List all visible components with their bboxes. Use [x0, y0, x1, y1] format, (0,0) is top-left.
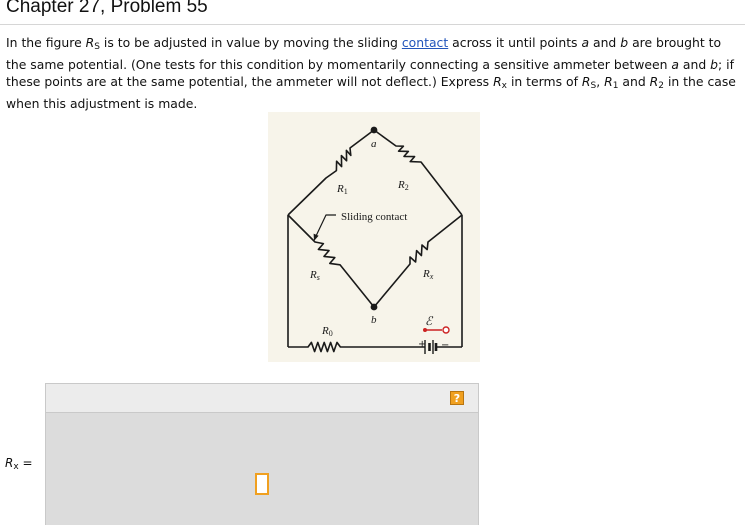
- label-r1: R1: [337, 183, 348, 196]
- label-rx: Rx: [423, 268, 434, 281]
- label-r0: R0: [322, 325, 333, 338]
- label-sliding-contact: Sliding contact: [341, 211, 408, 223]
- label-b: b: [371, 314, 377, 326]
- title-divider: [0, 24, 745, 25]
- answer-editor[interactable]: [45, 413, 479, 525]
- label-rs: Rs: [310, 269, 320, 282]
- circuit-diagram: [268, 112, 480, 362]
- r2-resistor: [374, 130, 462, 215]
- sliding-contact-arrowhead: [314, 234, 319, 241]
- contact-link[interactable]: contact: [401, 35, 449, 50]
- battery-plus-sign: +: [418, 339, 427, 350]
- circuit-figure: [268, 112, 480, 362]
- node-b: [371, 304, 378, 311]
- node-a: [371, 127, 378, 134]
- label-r2: R2: [398, 179, 409, 192]
- r1-resistor: [288, 130, 374, 215]
- answer-toolbar: [45, 383, 479, 413]
- label-emf: ℰ: [425, 314, 433, 328]
- rs-resistor: [288, 215, 374, 307]
- label-a: a: [371, 138, 377, 150]
- r0-resistor: [288, 342, 425, 351]
- problem-statement: In the figure $R_S$ is to be adjusted in value by moving the sliding contact across it until points a and b are brought to the same potential. (One tests for this condition by momentarily connecting a sensitive ammeter between a and b; if these points are at the same potential, the ammeter will not deflect.) Express $R_x$ in terms of $R_S$, $R_1$ and $R_2$ in the case when this adjustment is made.: [6, 35, 736, 111]
- help-icon[interactable]: ?: [450, 391, 464, 405]
- answer-label: $R_x$ =: [5, 456, 33, 472]
- page-title: Chapter 27, Problem 55: [6, 0, 208, 17]
- battery-minus-sign: −: [441, 340, 450, 351]
- answer-input-box[interactable]: [255, 473, 269, 495]
- rx-resistor: [374, 215, 462, 307]
- sliding-contact-line: [316, 215, 336, 236]
